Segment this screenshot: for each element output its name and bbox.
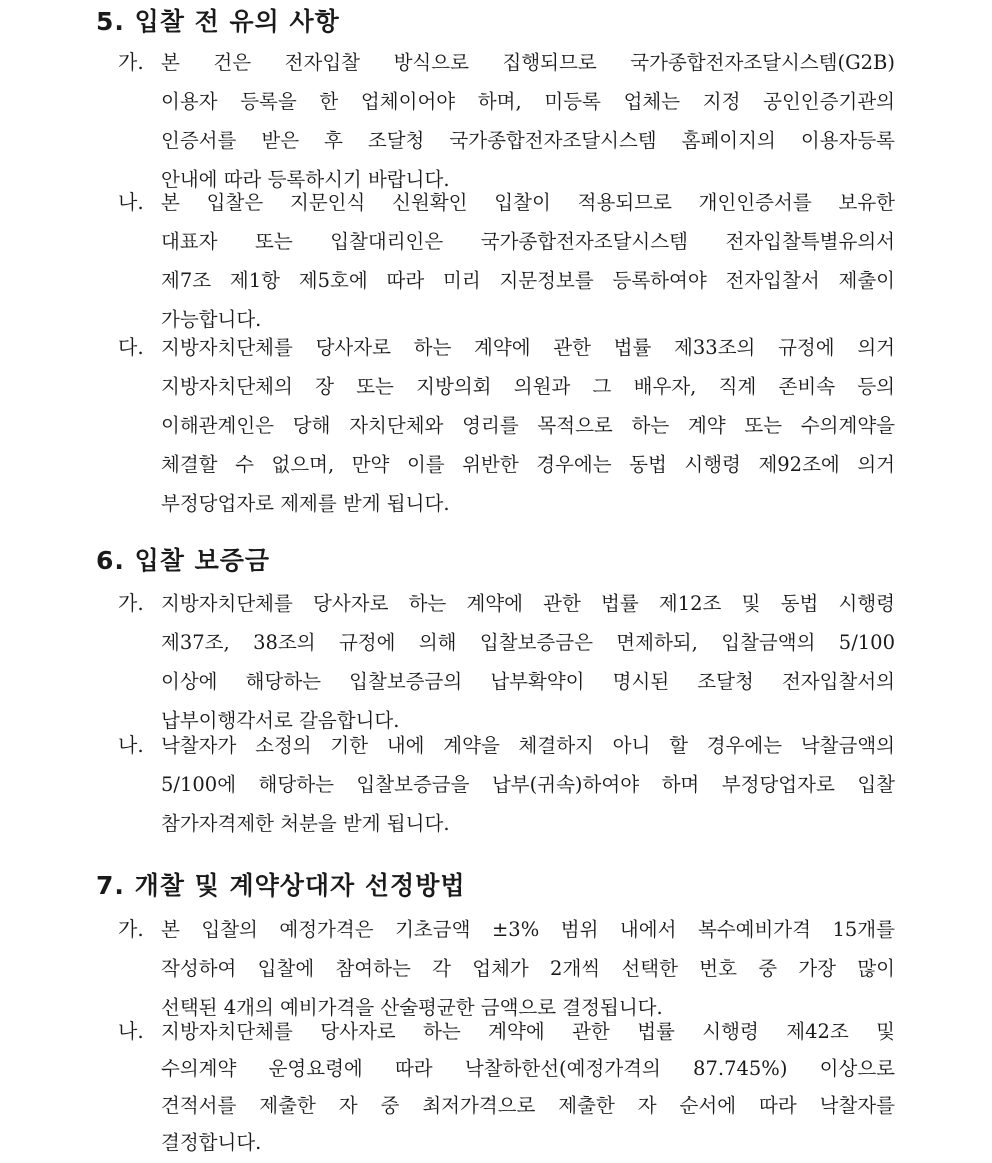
- item-marker: 가.: [118, 917, 144, 941]
- section-title: 7. 개찰 및 계약상대자 선정방법: [96, 871, 466, 900]
- item-line: 납부이행각서로 갈음합니다.: [161, 709, 400, 732]
- item-line: 선택된 4개의 예비가격을 산술평균한 금액으로 결정됩니다.: [161, 996, 663, 1019]
- item-line: 견적서를 제출한 자 중 최저가격으로 제출한 자 순서에 따라 낙찰자를: [161, 1094, 895, 1117]
- item-line: 인증서를 받은 후 조달청 국가종합전자조달시스템 홈페이지의 이용자등록: [161, 129, 895, 152]
- item-line: 이해관계인은 당해 자치단체와 영리를 목적으로 하는 계약 또는 수의계약을: [161, 414, 895, 437]
- item-line: 본 입찰은 지문인식 신원확인 입찰이 적용되므로 개인인증서를 보유한: [161, 191, 895, 214]
- item-marker: 가.: [118, 50, 144, 74]
- item-marker: 다.: [118, 335, 144, 359]
- item-line: 결정합니다.: [161, 1131, 262, 1154]
- item-line: 본 입찰의 예정가격은 기초금액 ±3% 범위 내에서 복수예비가격 15개를: [161, 918, 895, 941]
- item-line: 이상에 해당하는 입찰보증금의 납부확약이 명시된 조달청 전자입찰서의: [161, 670, 895, 693]
- section-title: 6. 입찰 보증금: [96, 546, 271, 575]
- item-line: 제7조 제1항 제5호에 따라 미리 지문정보를 등록하여야 전자입찰서 제출이: [161, 269, 895, 292]
- item-line: 지방자치단체의 장 또는 지방의회 의원과 그 배우자, 직계 존비속 등의: [161, 375, 895, 398]
- item-line: 수의계약 운영요령에 따라 낙찰하한선(예정가격의 87.745%) 이상으로: [161, 1057, 895, 1080]
- item-line: 작성하여 입찰에 참여하는 각 업체가 2개씩 선택한 번호 중 가장 많이: [161, 957, 895, 980]
- item-marker: 나.: [118, 190, 144, 214]
- item-line: 이용자 등록을 한 업체이어야 하며, 미등록 업체는 지정 공인인증기관의: [161, 90, 895, 113]
- item-line: 5/100에 해당하는 입찰보증금을 납부(귀속)하여야 하며 부정당업자로 입찰: [161, 773, 895, 796]
- item-marker: 나.: [118, 1019, 144, 1043]
- item-line: 지방자치단체를 당사자로 하는 계약에 관한 법률 제12조 및 동법 시행령: [161, 592, 895, 615]
- item-line: 낙찰자가 소정의 기한 내에 계약을 체결하지 아니 할 경우에는 낙찰금액의: [161, 734, 895, 757]
- item-line: 부정당업자로 제제를 받게 됩니다.: [161, 492, 450, 515]
- item-line: 본 건은 전자입찰 방식으로 집행되므로 국가종합전자조달시스템(G2B): [161, 51, 895, 74]
- item-line: 대표자 또는 입찰대리인은 국가종합전자조달시스템 전자입찰특별유의서: [161, 230, 895, 253]
- item-line: 체결할 수 없으며, 만약 이를 위반한 경우에는 동법 시행령 제92조에 의거: [161, 453, 895, 476]
- item-line: 안내에 따라 등록하시기 바랍니다.: [161, 168, 450, 191]
- item-line: 참가자격제한 처분을 받게 됩니다.: [161, 812, 450, 835]
- section-title: 5. 입찰 전 유의 사항: [96, 7, 340, 36]
- item-marker: 나.: [118, 733, 144, 757]
- item-marker: 가.: [118, 591, 144, 615]
- item-line: 지방자치단체를 당사자로 하는 계약에 관한 법률 제33조의 규정에 의거: [161, 336, 895, 359]
- item-line: 가능합니다.: [161, 308, 262, 331]
- item-line: 제37조, 38조의 규정에 의해 입찰보증금은 면제하되, 입찰금액의 5/100: [161, 631, 895, 654]
- item-line: 지방자치단체를 당사자로 하는 계약에 관한 법률 시행령 제42조 및: [161, 1020, 895, 1043]
